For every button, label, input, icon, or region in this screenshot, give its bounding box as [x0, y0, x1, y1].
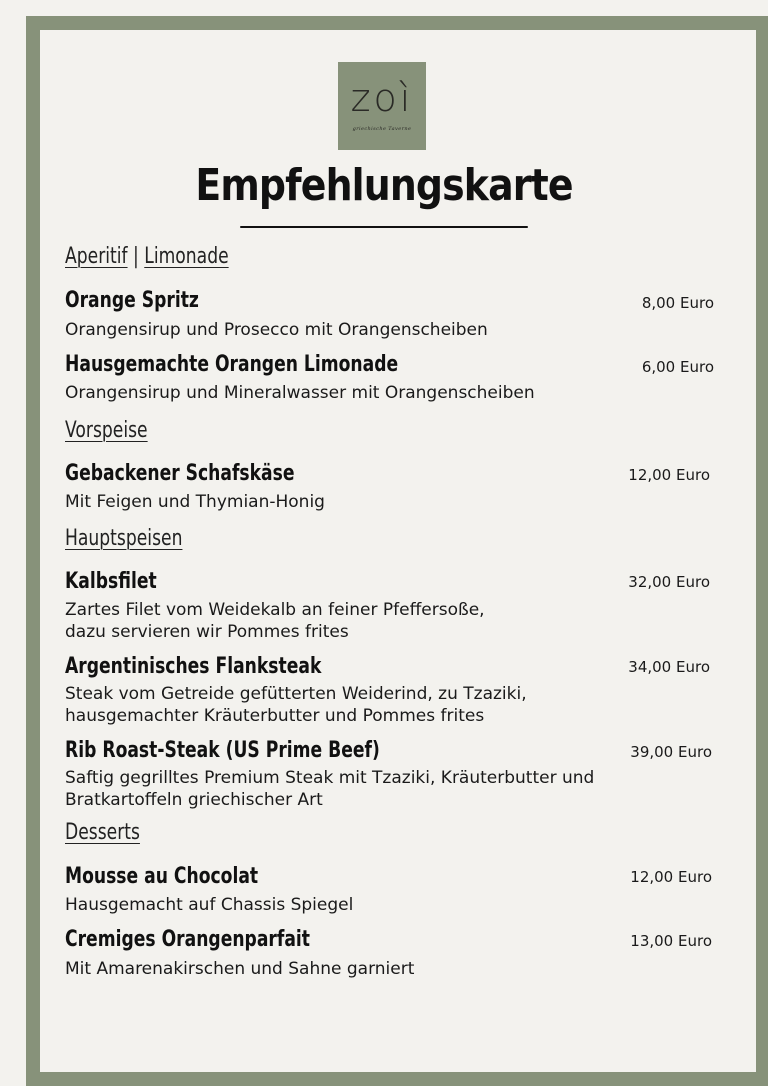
menu-item-price: 12,00 Euro: [630, 868, 712, 886]
menu-item-price: 6,00 Euro: [641, 358, 714, 376]
menu-item-name: Gebackener Schafskäse: [65, 461, 295, 486]
menu-item-description: Steak vom Getreide gefütterten Weiderind, zu Tzaziki, hausgemachter Kräuterbutter und Pommes frites: [65, 684, 527, 726]
menu-item-name: Mousse au Chocolat: [65, 864, 259, 889]
section-vorspeise-label: Vorspeise: [65, 418, 148, 443]
logo-tagline: griechische Taverne: [352, 126, 412, 132]
section-desserts-label: Desserts: [65, 820, 140, 845]
menu-item-description: Mit Amarenakirschen und Sahne garniert: [65, 959, 415, 979]
menu-item-description: Saftig gegrilltes Premium Steak mit Tzaziki, Kräuterbutter und Bratkartoffeln griechischer Art: [65, 768, 595, 810]
section-heading-desserts: [65, 820, 140, 845]
menu-item-name: Argentinisches Flanksteak: [65, 654, 322, 679]
menu-item-price: 39,00 Euro: [630, 743, 712, 761]
menu-item-description: Mit Feigen und Thymian-Honig: [65, 492, 325, 512]
menu-item-name: Cremiges Orangenparfait: [65, 927, 311, 952]
menu-item-description: Zartes Filet vom Weidekalb an feiner Pfeffersoße, dazu servieren wir Pommes frites: [65, 600, 485, 642]
menu-item-description: Orangensirup und Prosecco mit Orangenscheiben: [65, 320, 488, 340]
menu-item-name: Orange Spritz: [65, 288, 199, 313]
menu-item-price: 34,00 Euro: [628, 658, 710, 676]
menu-item-price: 8,00 Euro: [641, 294, 714, 312]
section-separator: |: [127, 244, 145, 269]
menu-item-name: Kalbsfilet: [65, 569, 157, 594]
section-heading-vorspeise: [65, 418, 148, 443]
section-hauptspeisen-label: Hauptspeisen: [65, 526, 183, 551]
restaurant-logo: [338, 62, 426, 150]
menu-item-name: Hausgemachte Orangen Limonade: [65, 352, 399, 377]
logo-name: zoì: [350, 76, 414, 120]
section-aperitif-label: Aperitif: [65, 244, 128, 269]
section-heading-aperitif: [65, 244, 229, 269]
menu-item-name: Rib Roast-Steak (US Prime Beef): [65, 738, 380, 763]
menu-item-price: 12,00 Euro: [628, 466, 710, 484]
title-underline: [240, 226, 528, 228]
menu-item-description: Orangensirup und Mineralwasser mit Orangenscheiben: [65, 383, 535, 403]
page-title: Empfehlungskarte: [195, 160, 573, 211]
section-limonade-label: Limonade: [144, 244, 229, 269]
section-heading-hauptspeisen: [65, 526, 182, 551]
menu-item-price: 32,00 Euro: [628, 573, 710, 591]
menu-item-description: Hausgemacht auf Chassis Spiegel: [65, 895, 354, 915]
menu-item-price: 13,00 Euro: [630, 932, 712, 950]
